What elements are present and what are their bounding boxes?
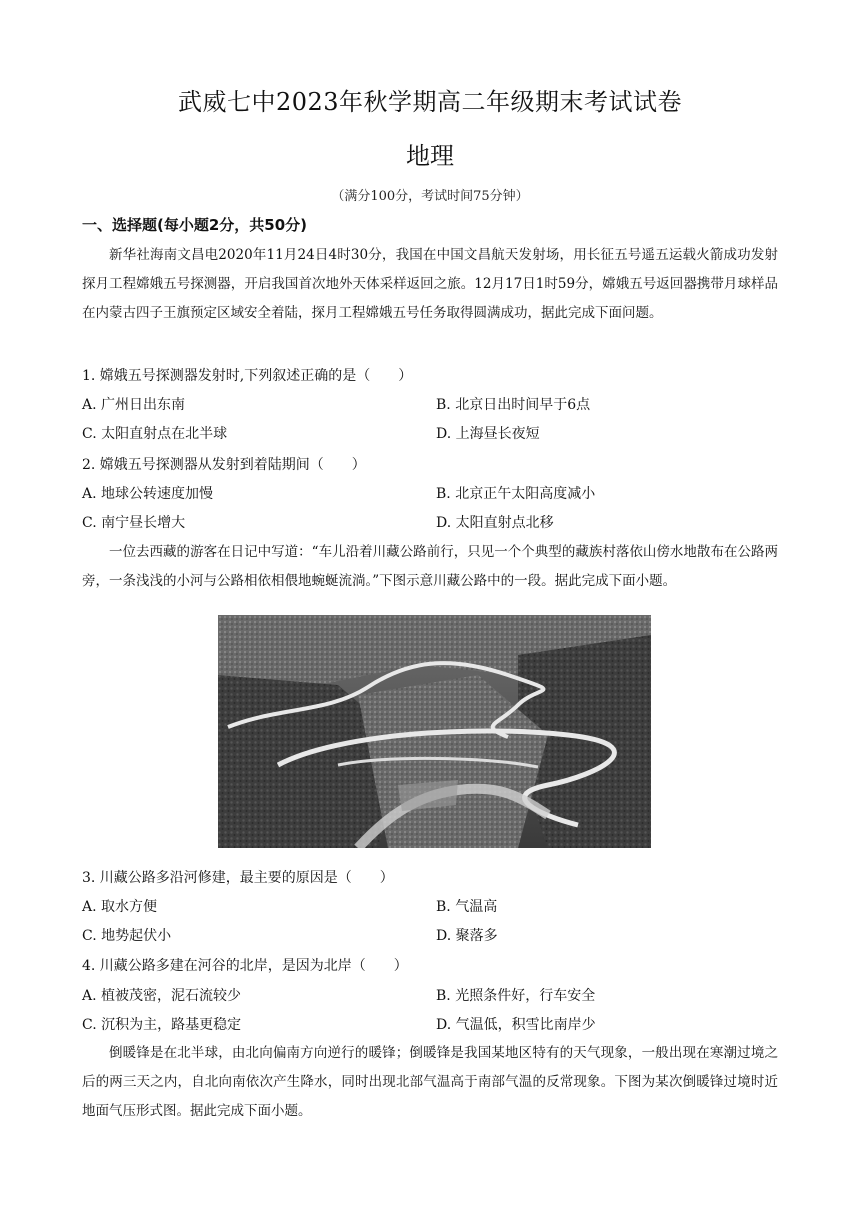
question-3-option-d: D. 聚落多 [436,928,498,944]
question-2-option-b: B. 北京正午太阳高度减小 [436,486,596,502]
passage-2: 一位去西藏的游客在日记中写道：“车儿沿着川藏公路前行，只见一个个典型的藏族村落依山傍水地散布在公路两旁，一条浅浅的小河与公路相依相偎地蜿蜒流淌。”下图示意川藏公路中的一段。据此完成下面小题。 [82,544,778,589]
question-3-stem: 3. 川藏公路多沿河修建，最主要的原因是（ ） [82,870,394,886]
question-3-option-c: C. 地势起伏小 [82,928,172,944]
question-1-option-b: B. 北京日出时间早于6点 [436,397,591,413]
question-3-option-a: A. 取水方便 [82,899,158,915]
question-3-option-b: B. 气温高 [436,899,498,915]
question-4-option-d: D. 气温低，积雪比南岸少 [436,1017,596,1033]
question-4-option-c: C. 沉积为主，路基更稳定 [82,1017,242,1033]
question-4-option-a: A. 植被茂密，泥石流较少 [82,988,242,1004]
question-1-option-c: C. 太阳直射点在北半球 [82,426,228,442]
passage-1: 新华社海南文昌电2020年11月24日4时30分，我国在中国文昌航天发射场，用长征五号遥五运载火箭成功发射探月工程嫦娥五号探测器，开启我国首次地外天体采样返回之旅。12月17日1时59分，嫦娥五号返回器携带月球样品在内蒙古四子王旗预定区域安全着陆，探月工程嫦娥五号任务取得圆满成功，据此完成下面问题。 [82,247,778,321]
exam-title: 武威七中2023年秋学期高二年级期末考试试卷 [177,88,683,116]
exam-note: （满分100分，考试时间75分钟） [331,189,529,204]
question-2-option-a: A. 地球公转速度加慢 [82,486,214,502]
question-4-option-b: B. 光照条件好，行车安全 [436,988,596,1004]
passage-3: 倒暖锋是在北半球，由北向偏南方向逆行的暖锋；倒暖锋是我国某地区特有的天气现象，一般出现在寒潮过境之后的两三天之内，自北向南依次产生降水，同时出现北部气温高于南部气温的反常现象。下图为某次倒暖锋过境时近地面气压形式图。据此完成下面小题。 [82,1045,778,1119]
road-valley-photo [218,615,651,848]
question-1-option-d: D. 上海昼长夜短 [436,426,540,442]
subject-title: 地理 [406,142,454,170]
question-4-stem: 4. 川藏公路多建在河谷的北岸，是因为北岸（ ） [82,958,408,974]
question-2-option-d: D. 太阳直射点北移 [436,515,554,531]
question-1-stem: 1. 嫦娥五号探测器发射时,下列叙述正确的是（ ） [82,368,413,384]
question-1-option-a: A. 广州日出东南 [82,397,186,413]
question-2-stem: 2. 嫦娥五号探测器从发射到着陆期间（ ） [82,457,366,473]
section-heading: 一、选择题(每小题2分，共50分) [82,216,308,234]
question-2-option-c: C. 南宁昼长增大 [82,515,186,531]
